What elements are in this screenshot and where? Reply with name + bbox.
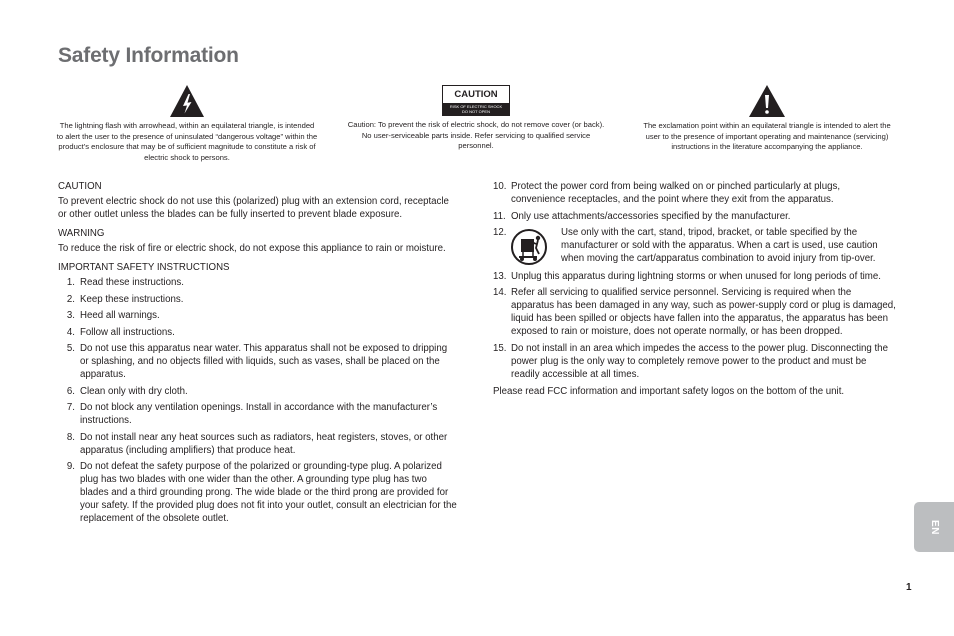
item-text: Clean only with dry cloth. <box>80 385 188 397</box>
exclamation-symbol-text: The exclamation point within an equilateral triangle is intended to alert the user to the presence of important operating and maintenance (servicing) instructions in the literature accompanying the appliance. <box>643 121 891 152</box>
item-number: 6. <box>66 385 75 397</box>
item-number: 5. <box>66 343 75 354</box>
list-item <box>493 180 897 206</box>
caution-label-title: CAUTION <box>454 89 498 100</box>
language-tab-label: EN <box>928 519 940 535</box>
item-number: 12. <box>493 227 507 238</box>
item-text: Only use attachments/accessories specified by the manufacturer. <box>511 210 791 222</box>
cart-warning-icon <box>511 228 547 266</box>
caution-symbol-block <box>345 84 607 152</box>
list-item <box>58 276 458 289</box>
list-item <box>58 326 458 339</box>
caution-label-line2: DO NOT OPEN <box>462 109 490 114</box>
list-item <box>58 342 458 381</box>
right-column <box>493 180 897 404</box>
exclamation-triangle-icon <box>748 84 786 118</box>
caution-label-line1: RISK OF ELECTRIC SHOCK <box>449 104 503 109</box>
item-text: Protect the power cord from being walked on or pinched particularly at plugs, convenience receptacles, and the point where they exit from the apparatus. <box>511 181 841 205</box>
item-text: Do not defeat the safety purpose of the polarized or grounding-type plug. A polarized plug has two blades with one wider than the other. A grounding type plug has two blades and a third grounding prong. The wide blade or the third prong are provided for your safety. If the provided plug does not fit into your outlet, consult an electrician for the replacement of the obsolete outlet. <box>80 461 457 524</box>
caution-text: To prevent electric shock do not use this (polarized) plug with an extension cord, receptacle or other outlet unless the blades can be fully inserted to prevent blade exposure. <box>58 196 449 220</box>
item-text: Do not use this apparatus near water. This apparatus shall not be exposed to dripping or splashing, and no objects filled with liquids, such as vases, shall be placed on the apparatus. <box>80 343 448 380</box>
item-number: 8. <box>66 431 75 443</box>
item-number: 15. <box>493 342 507 354</box>
page-number: 1 <box>906 582 912 593</box>
safety-symbols <box>0 84 954 166</box>
lightning-symbol-text: The lightning flash with arrowhead, within an equilateral triangle, is intended to alert the user to the presence of uninsulated “dangerous voltage” within the product’s enclosure that may be of sufficient magnitude to constitute a risk of electric shock to persons. <box>56 121 318 162</box>
item-number: 4. <box>66 326 75 338</box>
caution-symbol-text: Caution: To prevent the risk of electric shock, do not remove cover (or back). No user-serviceable parts inside. Refer servicing to qualified service personnel. <box>347 120 605 151</box>
item-text: Do not block any ventilation openings. Install in accordance with the manufacturer’s instructions. <box>80 402 438 426</box>
list-item <box>493 342 897 381</box>
item-number: 3. <box>66 310 75 321</box>
caution-label-icon <box>442 85 510 116</box>
item-text: Use only with the cart, stand, tripod, bracket, or table specified by the manufacturer or sold with the apparatus. When a cart is used, use caution when moving the cart/apparatus combination to avoid injury from tip-over. <box>561 227 878 264</box>
item-text: Keep these instructions. <box>80 293 184 305</box>
instructions-list-right <box>493 180 897 381</box>
list-item <box>493 270 897 283</box>
left-column <box>58 180 458 529</box>
item-number: 10. <box>493 181 507 192</box>
item-number: 11. <box>493 210 506 222</box>
list-item <box>58 309 458 322</box>
list-item <box>493 286 897 338</box>
item-text: Do not install near any heat sources such as radiators, heat registers, stoves, or other apparatus (including amplifiers) that produce heat. <box>80 431 448 456</box>
list-item <box>58 460 458 525</box>
exclamation-symbol-block <box>640 84 894 153</box>
page-title: Safety Information <box>58 44 239 67</box>
lightning-triangle-icon <box>169 84 205 118</box>
list-item <box>58 385 458 398</box>
item-text: Read these instructions. <box>80 277 184 288</box>
instructions-heading: IMPORTANT SAFETY INSTRUCTIONS <box>58 262 230 273</box>
caution-heading: CAUTION <box>58 181 102 192</box>
list-item <box>58 293 458 306</box>
item-number: 13. <box>493 270 507 282</box>
item-text: Unplug this apparatus during lightning storms or when unused for long periods of time. <box>511 270 881 282</box>
list-item <box>58 401 458 427</box>
item-number: 2. <box>66 293 75 305</box>
warning-heading: WARNING <box>58 228 105 239</box>
footer-note: Please read FCC information and important safety logos on the bottom of the unit. <box>493 385 845 397</box>
item-text: Do not install in an area which impedes the access to the power plug. Disconnecting the power plug is the only way to completely remove power to the product and must be readily accessible at all times. <box>511 342 888 380</box>
instructions-list-left <box>58 276 458 525</box>
item-text: Refer all servicing to qualified service personnel. Servicing is required when the apparatus has been damaged in any way, such as power-supply cord or plug is damaged, liquid has been spilled or objects have fallen into the apparatus, the apparatus has been exposed to rain or moisture, does not operate normally, or has been dropped. <box>511 287 896 337</box>
list-item <box>493 226 897 266</box>
caution-label-subtext <box>443 103 509 115</box>
list-item <box>58 431 458 457</box>
item-text: Follow all instructions. <box>80 326 175 338</box>
item-number: 1. <box>66 277 75 288</box>
list-item <box>493 210 897 223</box>
item-text: Heed all warnings. <box>80 310 160 321</box>
item-number: 7. <box>66 402 75 413</box>
item-number: 9. <box>66 461 75 472</box>
language-tab <box>914 502 954 552</box>
warning-text: To reduce the risk of fire or electric shock, do not expose this appliance to rain or moisture. <box>58 243 446 254</box>
lightning-symbol-block <box>56 84 318 163</box>
item-number: 14. <box>493 287 507 298</box>
